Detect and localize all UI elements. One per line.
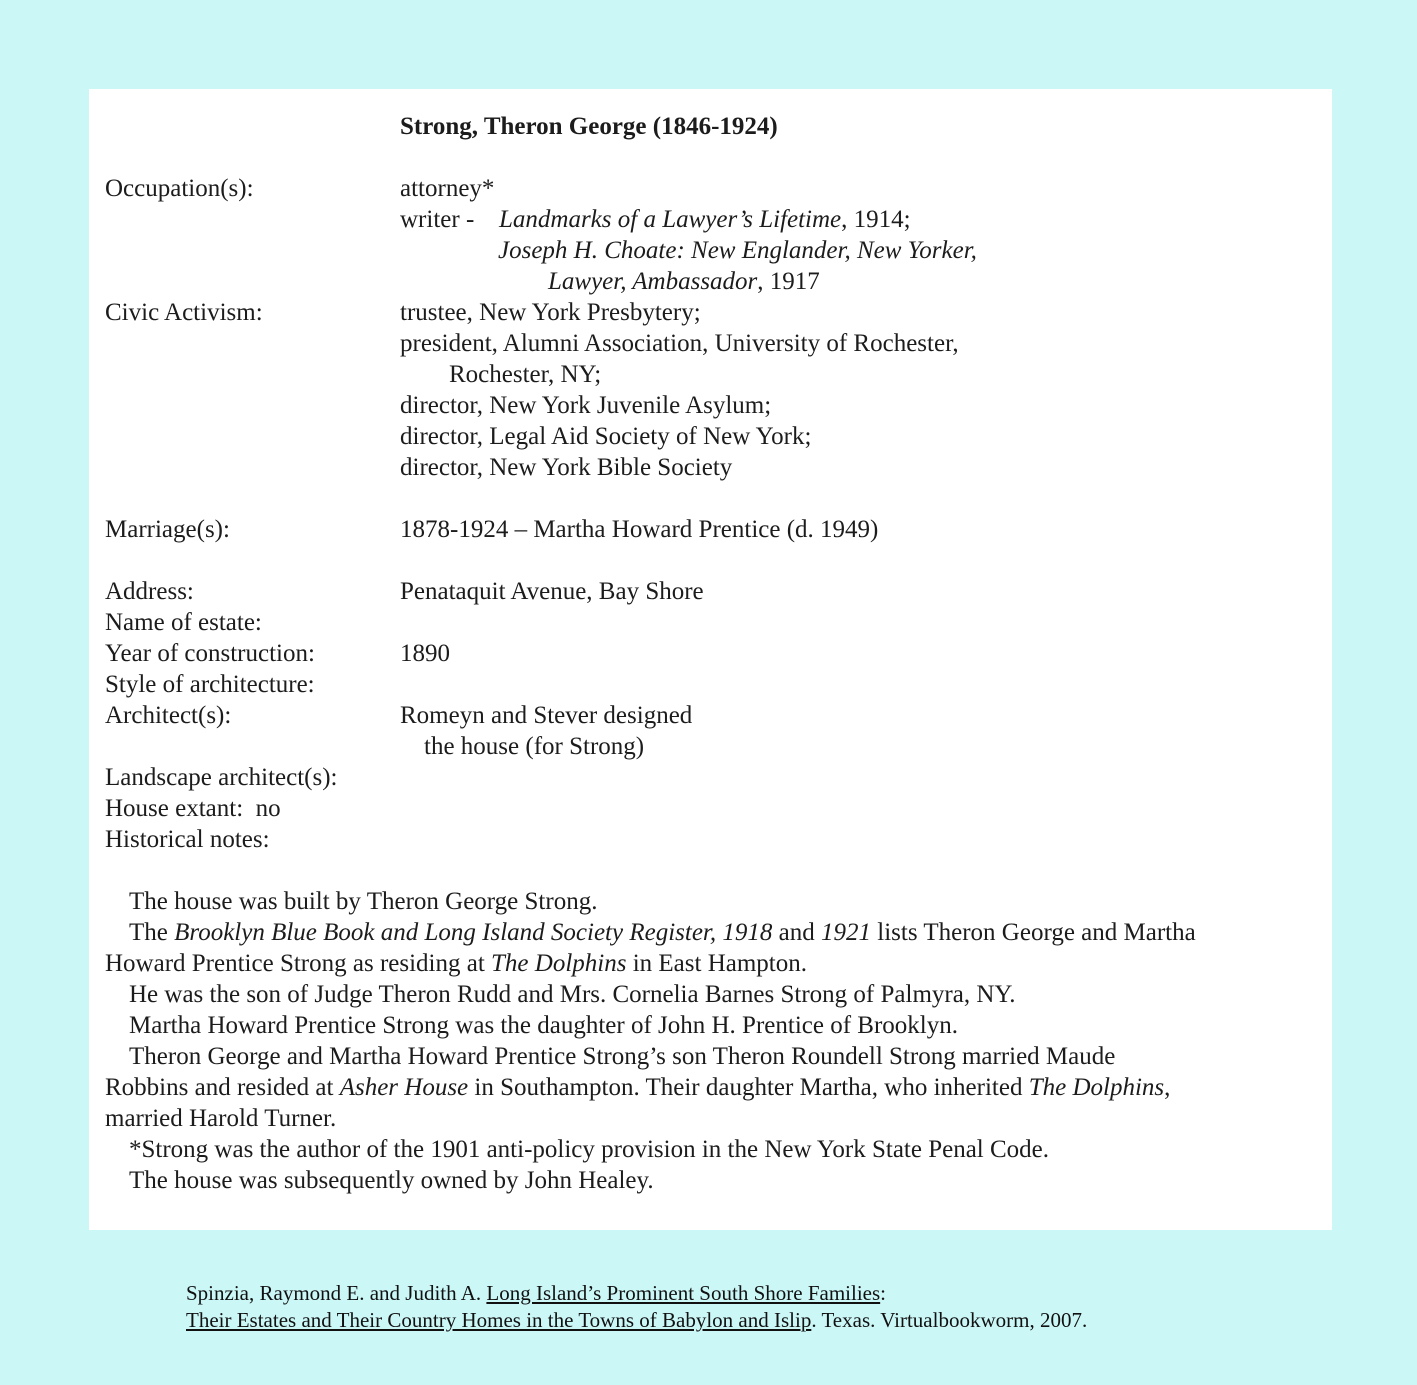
note-paragraph-continued: married Harold Turner. [105,1105,337,1132]
year-construction-value: 1890 [400,640,450,667]
citation-publisher: . Texas. Virtualbookworm, 2007. [811,1308,1088,1332]
book1-title: Landmarks of a Lawyer’s Lifetime [499,206,842,233]
marriage-value: 1878-1924 – Martha Howard Prentice (d. 1949) [400,516,879,543]
note-paragraph: The house was subsequently owned by John Healey. [129,1167,654,1194]
citation-title-part1: Long Island’s Prominent South Shore Families [486,1281,881,1305]
citation-authors: Spinzia, Raymond E. and Judith A. [186,1281,487,1305]
historical-notes-label: Historical notes: [105,826,270,853]
note-paragraph: The Brooklyn Blue Book and Long Island Society Register, 1918 and 1921 lists Theron George and Martha [129,919,1196,946]
page-title: Strong, Theron George (1846-1924) [400,113,778,140]
architect-value-line2: the house (for Strong) [424,733,645,760]
book2-title-line1: Joseph H. Choate: New Englander, New Yorker, [498,237,977,264]
civic-line: president, Alumni Association, University of Rochester, [400,330,959,357]
note-paragraph: The house was built by Theron George Strong. [129,888,598,915]
civic-label: Civic Activism: [105,299,263,326]
book2-line1 [498,235,977,266]
citation-title-part2: Their Estates and Their Country Homes in the Towns of Babylon and Islip [186,1308,812,1332]
citation-line1 [186,1280,1087,1307]
civic-line: director, New York Bible Society [400,454,733,481]
writer-prefix: writer - [400,206,475,233]
civic-line: director, Legal Aid Society of New York; [400,423,812,450]
house-extant-value: no [255,795,281,822]
style-label: Style of architecture: [105,671,315,698]
note-paragraph-continued: Robbins and resided at Asher House in Southampton. Their daughter Martha, who inherited The Dolphins, [105,1074,1171,1101]
document-page [89,89,1332,1230]
civic-line: trustee, New York Presbytery; [400,299,701,326]
citation-line2 [186,1307,1087,1334]
architect-value-line1: Romeyn and Stever designed [400,702,693,729]
house-extant [105,793,281,824]
book2-title-line2: Lawyer, Ambassador [548,268,758,295]
civic-line: director, New York Juvenile Asylum; [400,392,772,419]
citation [186,1280,1087,1334]
citation-colon: : [880,1281,886,1305]
note-paragraph: He was the son of Judge Theron Rudd and Mrs. Cornelia Barnes Strong of Palmyra, NY. [129,981,1016,1008]
house-extant-label: House extant: [105,795,244,822]
historical-notes [105,886,1305,1196]
occupation-writer [400,204,474,235]
occupation-label: Occupation(s): [105,175,254,202]
book1-year: , 1914; [841,206,911,233]
civic-line: Rochester, NY; [449,361,602,388]
year-construction-label: Year of construction: [105,640,315,667]
address-value: Penataquit Avenue, Bay Shore [400,578,704,605]
occupation-attorney: attorney* [400,175,495,202]
estate-name-label: Name of estate: [105,609,262,636]
note-paragraph: *Strong was the author of the 1901 anti-policy provision in the New York State Penal Code. [129,1136,1050,1163]
address-label: Address: [105,578,194,605]
book1 [499,204,911,235]
marriage-label: Marriage(s): [105,516,230,543]
architect-label: Architect(s): [105,702,232,729]
note-paragraph: Theron George and Martha Howard Prentice Strong’s son Theron Roundell Strong married Maude [129,1043,1116,1070]
note-paragraph: Martha Howard Prentice Strong was the daughter of John H. Prentice of Brooklyn. [129,1012,958,1039]
landscape-label: Landscape architect(s): [105,764,338,791]
book2-year: , 1917 [757,268,820,295]
note-paragraph-continued: Howard Prentice Strong as residing at The Dolphins in East Hampton. [105,950,807,977]
book2-line2 [548,266,820,297]
